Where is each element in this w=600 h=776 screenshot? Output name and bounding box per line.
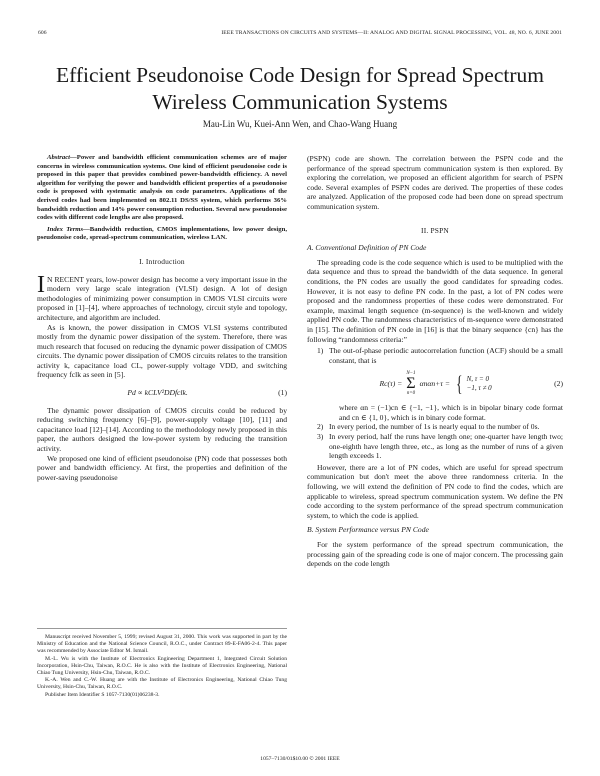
subsection-heading-a: A. Conventional Definition of PN Code — [307, 243, 427, 253]
copyright-footer: 1057–7130/01$10.00 © 2001 IEEE — [260, 756, 340, 762]
paper-title: Efficient Pseudonoise Code Design for Spread Spectrum Wireless Communication Systems — [55, 63, 545, 114]
intro-paragraph-1-text: N RECENT years, low-power design has become a very important issue in the modern very large scale integration (VLSI) design. A lot of design methodologies of minimizing power consumption in CMOS VLSI circuits were proposed in [1]–[4], where approaches of technology, circuit style and topology, architecture, and algorithm are included. — [37, 274, 287, 322]
sum-upper-limit: N−1 — [406, 371, 416, 377]
equation-1 — [37, 388, 287, 398]
footnote-author-1: M.-L. Wu is with the Institute of Electronics Engineering Department 1, Integrated Circuit Solution Incorporation, Hsin-Chu, Taiwan, R.O.C. He is also with the Institute of Electronics Engineering, National Chiao Tung University, Hsin-Chu, Taiwan, R.O.C. — [37, 655, 287, 677]
list-item — [317, 346, 563, 365]
intro-paragraph-4: We proposed one kind of efficient pseudonoise (PN) code that possesses both power and bandwidth efficiency. At first, the properties and definition of the power-saving pseudonoise — [37, 453, 287, 482]
right-column — [307, 154, 563, 569]
list-item-number: 1) — [317, 346, 324, 356]
equation-2-lhs: Rc(τ) = — [379, 379, 403, 389]
footnote-manuscript: Manuscript received November 5, 1999; revised August 31, 2000. This work was supported in part by the Ministry of Education and the National Science Council, R.O.C., under Contract 89-E-FA06-2-4. This paper was recommended by Associate Editor M. Ismail. — [37, 634, 287, 655]
case-rows — [467, 375, 492, 393]
equation-2-body: αnαn+τ = — [419, 379, 451, 389]
left-column — [37, 154, 287, 482]
intro-paragraph-2: As is known, the power dissipation in CMOS VLSI systems contributed mostly from the dynamic power dissipation of the system. Therefore, there was much research that focused on reducing the dynamic power dissipation of CMOS circuits. The dynamic power dissipation of CMOS circuits relates to the transition activity k, capacitance load CL, power-supply voltage VDD, and switching frequency fclk as seen in [5]. — [37, 322, 287, 380]
abstract-label: Abstract— — [47, 154, 77, 161]
list-item — [317, 422, 563, 432]
case-row-1: N, τ = 0 — [466, 375, 489, 384]
author-list: Mau-Lin Wu, Kuei-Ann Wen, and Chao-Wang Huang — [202, 119, 398, 129]
section-a-paragraph-2: However, there are a lot of PN codes, which are useful for spread spectrum communication but don't meet the above three randomness criteria. In the following, we will extend the definition of PN code to find the codes, which are applicable to wireless, spread spectrum communication system. We define the PN code according to the system performance of the spread spectrum communication system, to which the code is applied. — [307, 462, 563, 520]
sum-lower-limit: n=0 — [406, 391, 416, 397]
equation-2-number: (2) — [554, 379, 563, 389]
list-item-1-continuation: where αn = (−1)cn ∈ {−1, −1}, which is in bipolar binary code format and cn ∈ {1, 0}, which is in binary code format. — [339, 403, 563, 422]
index-terms — [37, 226, 287, 243]
subsection-heading-b: B. System Performance versus PN Code — [307, 525, 429, 535]
section-a-paragraph-1: The spreading code is the code sequence which is used to be multiplied with the data sequence and thus to spread the bandwidth of the data sequence. In general conditions, the PN codes are usually the good candidates for spreading codes. However, it is not easy to define PN code. In the past, a lot of PN codes were proposed and the randomness properties of these codes were demonstrated. For example, maximal length sequence (m-sequence) is the well-known and widely applied PN code. The randomness characteristics of m-sequence were demonstrated in [15]. The definition of PN code in [16] is that the binary sequence {cn} has the following “randomness criteria:” — [307, 257, 563, 344]
summation-symbol: N−1 Σ n=0 — [406, 371, 416, 397]
list-item-text: The out-of-phase periodic autocorrelation function (ACF) should be a small constant, that is — [329, 346, 563, 365]
list-item — [317, 432, 563, 461]
list-item-text: In every period, the number of 1s is nearly equal to the number of 0s. — [329, 422, 540, 432]
left-brace: { — [456, 371, 463, 397]
equation-2-expression — [317, 371, 554, 397]
section-heading-pspn: II. PSPN — [421, 225, 449, 235]
index-terms-label: Index Terms— — [47, 225, 90, 233]
journal-name: IEEE TRANSACTIONS ON CIRCUITS AND SYSTEMS—II: ANALOG AND DIGITAL SIGNAL PROCESSING, VOL. 48, NO. 6, JUNE 2001 — [221, 30, 562, 36]
intro-paragraph-continued: (PSPN) code are shown. The correlation between the PSPN code and the performance of the spread spectrum communication system is then explored. By exploring the correlation, we proposed an efficient algorithm for search of PSPN code. Several examples of PSPN codes are derived. The properties of these codes are analyzed. Application of the proposed code had been done on spread spectrum communication system. — [307, 154, 563, 211]
list-item-number: 3) — [317, 432, 324, 442]
page-number: 606 — [38, 30, 47, 36]
equation-2-cases — [454, 371, 492, 397]
section-b-paragraph-1: For the system performance of the spread spectrum communication, the processing gain of the spreading code is one of major concern. The processing gain depends on the code length — [307, 540, 563, 569]
footnote-author-2: K.-A. Wen and C.-W. Huang are with the Institute of Electronics Engineering, National Chiao Tung University, Hsin-Chu, Taiwan, R.O.C. — [37, 677, 287, 691]
footnotes — [37, 628, 287, 699]
intro-paragraph-3: The dynamic power dissipation of CMOS circuits could be reduced by reducing switching frequency [6]–[9], power-supply voltage [10], [11] and capacitance load [12]–[14]. According to the methodology newly proposed in this paper, the authors designed the low-power system by reducing the transition activity. — [37, 405, 287, 454]
case-row-2: −1, τ ≠ 0 — [466, 384, 492, 393]
footnote-rule — [37, 628, 287, 629]
footnote-publisher-id: Publisher Item Identifier S 1057-7130(01)06238-3. — [45, 691, 160, 698]
equation-1-expression: Pd ∝ kCLV²DDfclk. — [127, 388, 188, 398]
equation-1-number: (1) — [278, 388, 287, 398]
running-header — [38, 30, 562, 36]
list-item-number: 2) — [317, 422, 324, 432]
intro-paragraph-1 — [37, 271, 287, 323]
randomness-criteria-list — [317, 346, 563, 461]
list-item-text: In every period, half the runs have length one; one-quarter have length two; one-eighth have length three, etc., as long as the number of runs of a given length exceeds 1. — [329, 432, 563, 461]
index-terms-text: Bandwidth reduction, CMOS implementations, low power design, pseudonoise code, spread-spectrum communication, wireless LAN. — [37, 225, 287, 242]
abstract-text: Power and bandwidth efficient communication schemes are of major concerns in wireless communication systems. One kind of efficient pseudonoise code is proposed in this paper that provides combined power-bandwidth efficiency. A novel algorithm for verifying the power and bandwidth efficient properties of a pseudonoise code is proposed with systematic analysis on code parameters. Applications of the derived codes had been implemented on 802.11 DS/SS system, which performs 36% bandwidth reduction and 14% power consumption reduction. Several new pseudonoise codes with different code lengths are also proposed. — [37, 154, 287, 222]
section-heading-introduction: I. Introduction — [139, 256, 185, 266]
equation-2 — [317, 371, 563, 397]
abstract — [37, 154, 287, 223]
drop-cap: I — [37, 271, 45, 298]
